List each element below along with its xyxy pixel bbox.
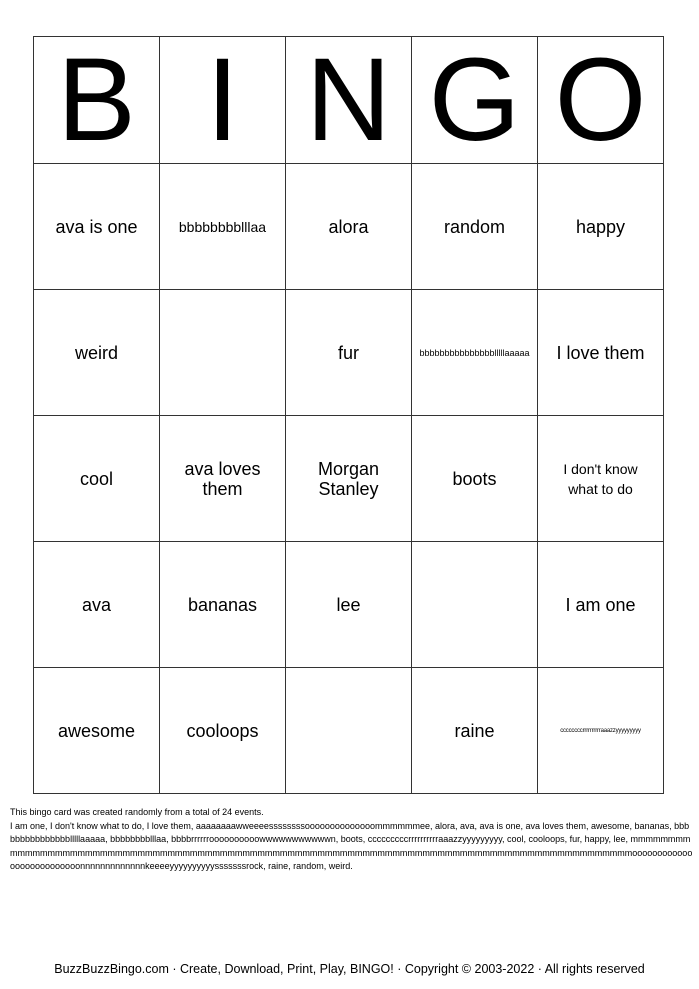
bingo-row — [34, 416, 664, 542]
event-summary: This bingo card was created randomly from a total of 24 events. — [10, 807, 264, 817]
bingo-cell: bananas — [160, 542, 286, 668]
bingo-cell: Morgan Stanley — [286, 416, 412, 542]
header-letter-i: I — [160, 37, 286, 164]
bingo-cell: raine — [412, 668, 538, 794]
header-letter-o: O — [538, 37, 664, 164]
bingo-cell: weird — [34, 290, 160, 416]
bingo-row — [34, 668, 664, 794]
bingo-cell: random — [412, 164, 538, 290]
bingo-cell: fur — [286, 290, 412, 416]
bingo-header-row — [34, 37, 664, 164]
bingo-cell: ava is one — [34, 164, 160, 290]
bingo-row — [34, 542, 664, 668]
bingo-cell: boots — [412, 416, 538, 542]
bingo-cell: ava loves them — [160, 416, 286, 542]
header-letter-n: N — [286, 37, 412, 164]
bingo-cell — [286, 668, 412, 794]
bingo-cell: I love them — [538, 290, 664, 416]
bingo-cell: alora — [286, 164, 412, 290]
bingo-card — [33, 36, 664, 794]
event-list: I am one, I don't know what to do, I love them, aaaaaaaawweeeessssssssoooooooooooooommmmmmee, alora, ava, ava is one, ava loves them, awesome, bananas, bbbbbbbbbbbbbbblllllaaaaa, bbbbbbbblllaa, bbbbrrrrrroooooooooowwwwwwwwwwwn, boots, cccccccccrrrrrrrrrraaazzyyyyyyyyy, cool, cooloops, fur, happy, lee, mmmmmmmmmmmmmmmmmmmmmmmmmmmmmmmmmmmmmmmmmmmmmmmmmmmmmmmmmmmmmmmmmmmmmmmmmmmmmmmmmmmmmmmmmmmoooooooooooooooooooooooooonnnnnnnnnnnnnkeeeeyyyyyyyyyysssssssrock, raine, random, weird. — [10, 820, 693, 871]
bingo-cell: bbbbbbbblllaa — [160, 164, 286, 290]
bingo-cell: I don't know what to do — [538, 416, 664, 542]
bingo-cell: I am one — [538, 542, 664, 668]
header-letter-b: B — [34, 37, 160, 164]
event-info — [10, 806, 694, 874]
bingo-row — [34, 290, 664, 416]
bingo-cell: ccccccccrrrrrrrrrraaazzyyyyyyyyy — [538, 668, 664, 794]
bingo-cell: cooloops — [160, 668, 286, 794]
bingo-cell: happy — [538, 164, 664, 290]
header-letter-g: G — [412, 37, 538, 164]
page-footer: BuzzBuzzBingo.com · Create, Download, Print, Play, BINGO! · Copyright © 2003-2022 · All rights reserved — [54, 962, 645, 976]
bingo-cell: lee — [286, 542, 412, 668]
bingo-row — [34, 164, 664, 290]
bingo-cell: cool — [34, 416, 160, 542]
bingo-cell: ava — [34, 542, 160, 668]
bingo-cell — [412, 542, 538, 668]
bingo-cell — [160, 290, 286, 416]
bingo-cell: awesome — [34, 668, 160, 794]
bingo-cell: bbbbbbbbbbbbbbblllllaaaaa — [412, 290, 538, 416]
